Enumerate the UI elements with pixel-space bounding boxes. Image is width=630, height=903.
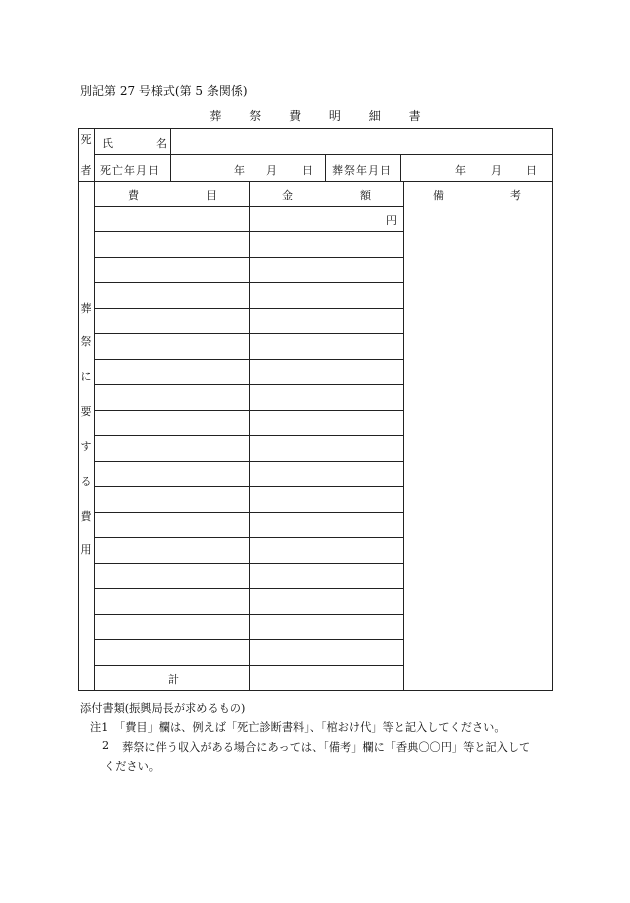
note-2-number: 2: [102, 739, 110, 752]
expense-row-line: [94, 257, 404, 258]
col-divider: [170, 128, 171, 181]
form-number-label: 別記第 27 号様式(第 5 条関係): [80, 84, 248, 98]
col-divider: [325, 154, 326, 181]
expense-side-label-char: 祭: [80, 335, 92, 348]
table-border-bottom: [78, 690, 553, 691]
expense-row-line: [94, 231, 404, 232]
total-label: 計: [168, 673, 179, 686]
document-title: [0, 107, 630, 124]
expense-row-line: [94, 308, 404, 309]
expense-row-line: [94, 639, 404, 640]
title-char: 書: [408, 109, 421, 123]
funeral-date-month-label: 月: [491, 164, 502, 177]
attachments-note: 添付書類(振興局長が求めるもの): [80, 702, 246, 715]
col-header-item-1: 費: [128, 189, 139, 202]
expense-row-line: [94, 563, 404, 564]
title-char: 祭: [249, 109, 262, 123]
note-2-text-line2: ください。: [104, 760, 160, 773]
expense-row-line: [94, 435, 404, 436]
name-label-2: 名: [156, 137, 167, 150]
col-header-remarks-1: 備: [433, 189, 444, 202]
expense-side-label-char: 要: [80, 405, 92, 418]
funeral-date-day-label: 日: [526, 164, 537, 177]
funeral-expense-table: [78, 128, 553, 691]
deceased-side-label-bottom: 者: [80, 164, 92, 177]
note-1-text: 「費目」欄は、例えば「死亡診断書料」、「棺おけ代」等と記入してください。: [114, 721, 506, 734]
name-value-field[interactable]: [172, 129, 550, 153]
funeral-date-label: 葬祭年月日: [332, 164, 392, 177]
title-char: 明: [328, 109, 341, 123]
expense-row-line: [94, 665, 404, 666]
death-date-month-label: 月: [266, 164, 277, 177]
name-label-1: 氏: [102, 137, 113, 150]
deceased-side-label-top: 死: [80, 133, 92, 146]
col-header-amount-1: 金: [282, 189, 293, 202]
table-border-right: [552, 128, 553, 691]
note-1-number: 注1: [90, 721, 109, 734]
title-char: 葬: [209, 109, 222, 123]
expense-side-label-char: 葬: [80, 302, 92, 315]
note-2-text-line1: 葬祭に伴う収入がある場合にあっては、「備考」欄に「香典〇〇円」等と記入して: [122, 741, 531, 754]
expense-side-label-char: 費: [80, 510, 92, 523]
col-header-amount-2: 額: [360, 189, 371, 202]
death-date-year-label: 年: [234, 164, 245, 177]
expense-row-line: [94, 410, 404, 411]
title-char: 費: [289, 109, 302, 123]
row-divider: [78, 181, 553, 182]
death-date-day-label: 日: [302, 164, 313, 177]
expense-row-line: [94, 614, 404, 615]
expense-row-line: [94, 384, 404, 385]
expense-row-line: [94, 537, 404, 538]
title-char: 細: [368, 109, 381, 123]
expense-row-line: [94, 588, 404, 589]
expense-side-label-char: す: [80, 440, 92, 453]
currency-unit: 円: [386, 214, 397, 227]
expense-side-label-char: 用: [80, 543, 92, 556]
expense-row-line: [94, 486, 404, 487]
expense-side-label-char: る: [80, 475, 92, 488]
col-header-remarks-2: 考: [510, 189, 521, 202]
col-divider: [400, 154, 401, 181]
row-divider: [94, 154, 553, 155]
expense-side-label-char: に: [80, 370, 92, 383]
death-date-label: 死亡年月日: [100, 164, 160, 177]
expense-row-line: [94, 359, 404, 360]
funeral-date-year-label: 年: [455, 164, 466, 177]
expense-row-line: [94, 512, 404, 513]
expense-row-line: [94, 461, 404, 462]
expense-row-line: [94, 282, 404, 283]
expense-row-line: [94, 333, 404, 334]
expense-row-line: [94, 206, 404, 207]
col-header-item-2: 目: [206, 189, 217, 202]
